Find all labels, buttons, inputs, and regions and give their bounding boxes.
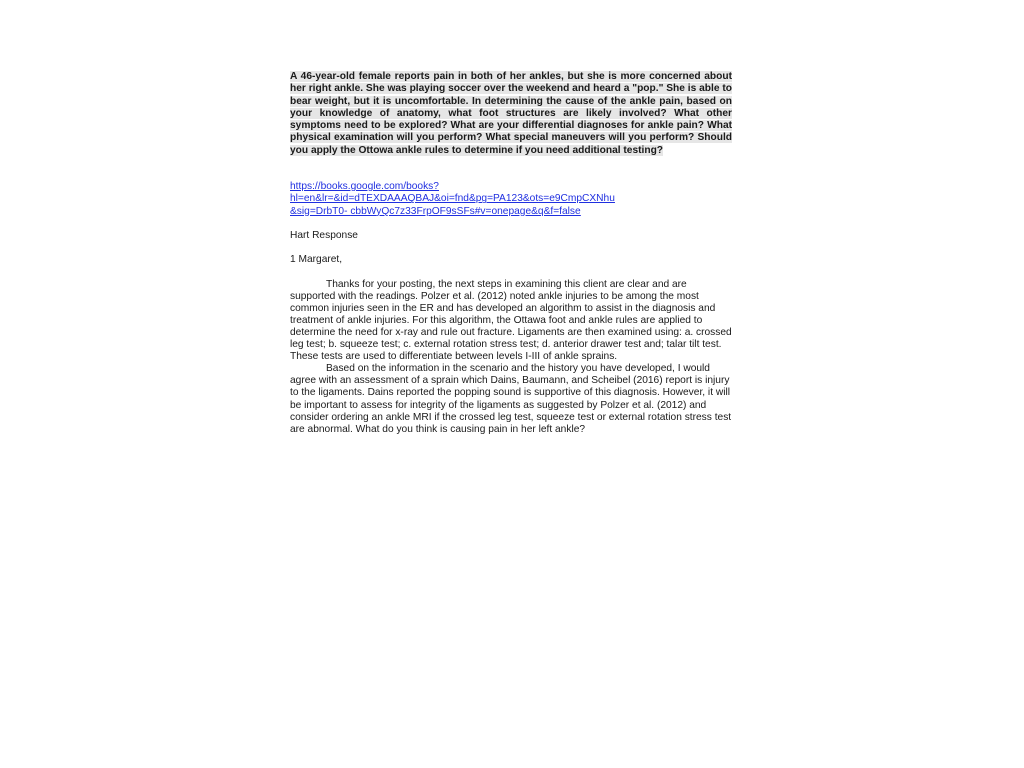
discussion-question bbox=[290, 71, 732, 157]
document-content bbox=[290, 71, 732, 436]
question-highlight: A 46-year-old female reports pain in both of her ankles, but she is more concerned about her right ankle. She was playing soccer over the weekend and heard a "pop." She is able to bear weight, but it is uncomfortable. In determining the cause of the ankle pain, based on your knowledge of anatomy, what foot structures are likely involved? What other symptoms need to be explored? What are your differential diagnoses for ankle pain? What physical examination will you perform? What special maneuvers will you perform? Should you apply the Ottowa ankle rules to determine if you need additional testing? bbox=[290, 71, 732, 156]
link-line-3a[interactable]: &sig=DrbT0- bbox=[290, 205, 348, 217]
link-line-1[interactable]: https://books.google.com/books? bbox=[290, 181, 439, 193]
response-paragraph-1: Thanks for your posting, the next steps in examining this client are clear and are supported with the readings. Polzer et al. (2012) noted ankle injuries to be among the most common injuries seen in the ER and has developed an algorithm to assist in the diagnosis and treatment of ankle injuries. For this algorithm, the Ottawa foot and ankle rules are applied to determine the need for x-ray and rule out fracture. Ligaments are then examined using: a. crossed leg test; b. squeeze test; c. external rotation stress test; d. anterior drawer test and; talar tilt test. These tests are used to differentiate between levels I-III of ankle sprains. bbox=[290, 278, 732, 363]
response-heading: Hart Response bbox=[290, 229, 358, 241]
greeting: 1 Margaret, bbox=[290, 254, 343, 266]
link-line-3b[interactable]: cbbWyQc7z33FrpOF9sSFs#v=onepage&q&f=false bbox=[350, 205, 581, 217]
link-line-2[interactable]: hl=en&lr=&id=dTEXDAAAQBAJ&oi=fnd&pg=PA123&ots=e9CmpCXNhu bbox=[290, 193, 615, 205]
reference-link[interactable] bbox=[290, 181, 732, 218]
response-paragraph-2: Based on the information in the scenario and the history you have developed, I would agree with an assessment of a sprain which Dains, Baumann, and Scheibel (2016) report is injury to the ligaments. Dains reported the popping sound is supportive of this diagnosis. However, it will be important to assess for integrity of the ligaments as suggested by Polzer et al. (2012) and consider ordering an ankle MRI if the crossed leg test, squeeze test or external rotation stress test are abnormal. What do you think is causing pain in her left ankle? bbox=[290, 363, 732, 435]
